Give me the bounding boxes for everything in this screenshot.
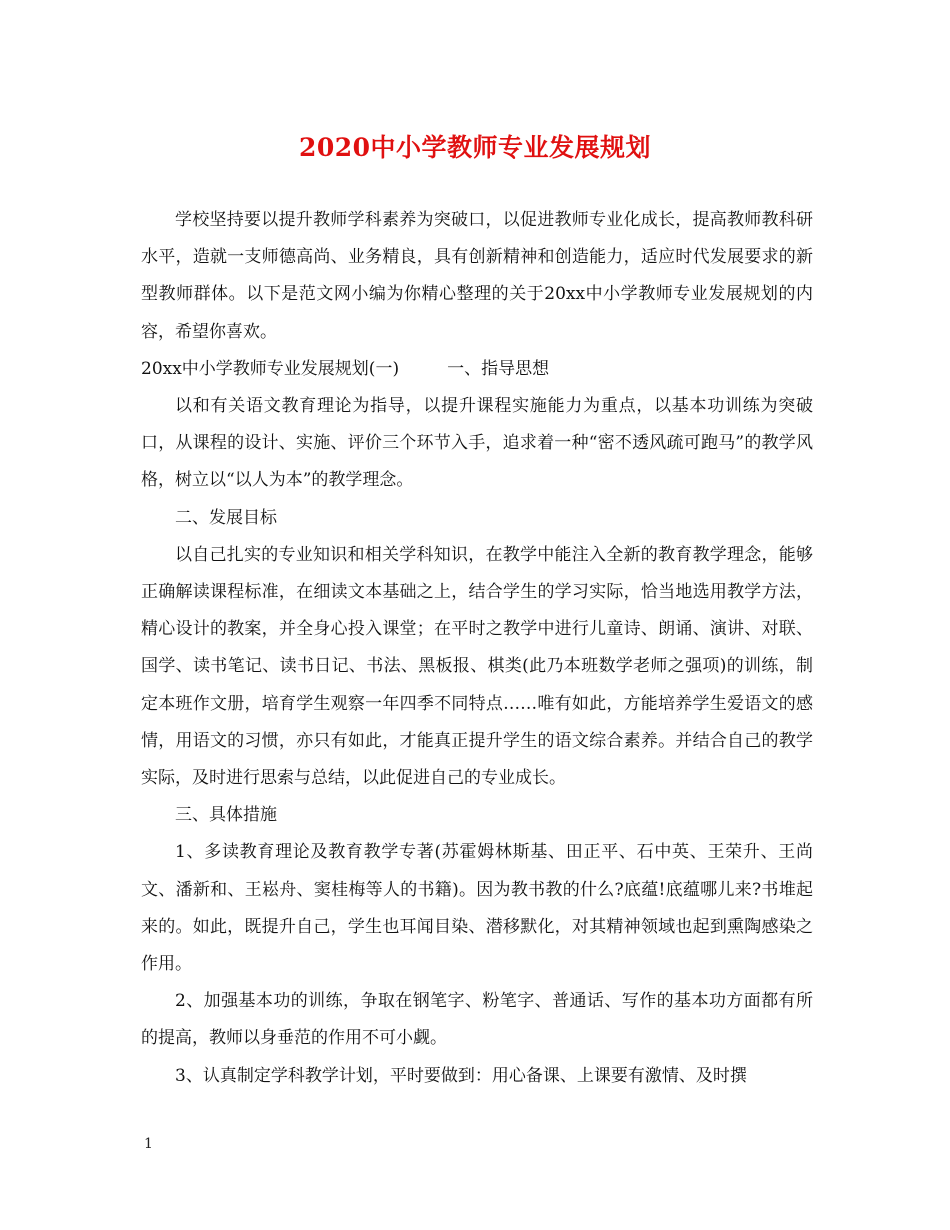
section3-heading: 三、具体措施: [175, 805, 277, 826]
page-number: 1: [144, 1136, 153, 1152]
section1-paragraph: 以和有关语文教育理论为指导，以提升课程实施能力为重点，以基本功训练为突破口，从课程的设计、实施、评价三个环节入手，追求着一种“密不透风疏可跑马”的教学风格，树立以“以人为本”的教学理念。: [141, 396, 813, 491]
plan-heading: 20xx中小学教师专业发展规划(一): [141, 358, 400, 379]
measure-2-paragraph: 2、加强基本功的训练，争取在钢笔字、粉笔字、普通话、写作的基本功方面都有所的提高，教师以身垂范的作用不可小觑。: [141, 991, 813, 1049]
section2-heading: 二、发展目标: [175, 507, 277, 528]
document-title: 2020中小学教师专业发展规划: [298, 133, 652, 162]
measure-3-paragraph: 3、认真制定学科教学计划，平时要做到：用心备课、上课要有激情、及时撰: [175, 1065, 747, 1086]
section1-heading: 一、指导思想: [447, 358, 550, 379]
measure-1-paragraph: 1、多读教育理论及教育教学专著(苏霍姆林斯基、田正平、石中英、王荣升、王尚文、潘新和、王崧舟、窦桂梅等人的书籍)。因为教书教的什么?底蕴!底蕴哪儿来?书堆起来的。如此，既提升自己，学生也耳闻目染、潜移默化，对其精神领域也起到熏陶感染之作用。: [141, 842, 813, 975]
document-body: [141, 202, 813, 1095]
plan-heading-line: [141, 351, 813, 388]
intro-paragraph: 学校坚持要以提升教师学科素养为突破口，以促进教师专业化成长，提高教师教科研水平，造就一支师德高尚、业务精良，具有创新精神和创造能力，适应时代发展要求的新型教师群体。以下是范文网小编为你精心整理的关于20xx中小学教师专业发展规划的内容，希望你喜欢。: [141, 210, 813, 342]
section2-paragraph: 以自己扎实的专业知识和相关学科知识，在教学中能注入全新的教育教学理念，能够正确解读课程标准，在细读文本基础之上，结合学生的学习实际，恰当地选用教学方法，精心设计的教案，并全身心投入课堂；在平时之教学中进行儿童诗、朗诵、演讲、对联、国学、读书笔记、读书日记、书法、黑板报、棋类(此乃本班数学老师之强项)的训练，制定本班作文册，培育学生观察一年四季不同特点……唯有如此，方能培养学生爱语文的感情，用语文的习惯，亦只有如此，才能真正提升学生的语文综合素养。并结合自己的教学实际，及时进行思索与总结，以此促进自己的专业成长。: [141, 544, 813, 789]
